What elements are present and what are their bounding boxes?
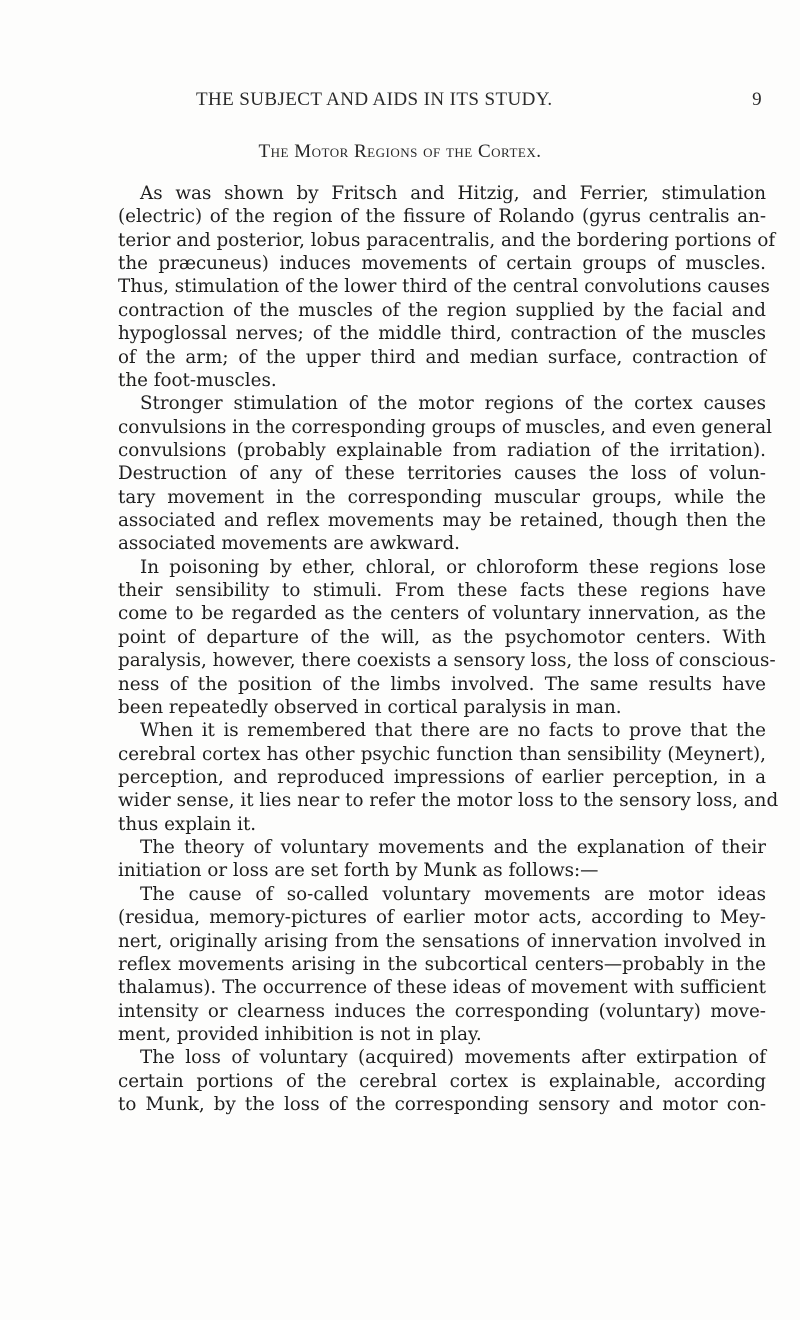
text-line: (residua, memory-pictures of earlier motor acts, according to Mey- — [118, 907, 766, 929]
text-line: In poisoning by ether, chloral, or chloroform these regions lose — [140, 556, 766, 578]
text-line: reflex movements arising in the subcortical centers—probably in the — [118, 953, 766, 975]
running-head-title: THE SUBJECT AND AIDS IN ITS STUDY. — [196, 89, 553, 110]
text-line: perception, and reproduced impressions of earlier perception, in a — [118, 766, 766, 788]
running-head — [196, 89, 762, 111]
text-line: thus explain it. — [118, 813, 257, 835]
text-line: come to be regarded as the centers of voluntary innervation, as the — [118, 603, 766, 625]
text-line: Stronger stimulation of the motor regions of the cortex causes — [140, 393, 766, 415]
page-number: 9 — [752, 89, 762, 110]
text-line: The cause of so-called voluntary movements are motor ideas — [140, 883, 766, 905]
text-line: paralysis, however, there coexists a sensory loss, the loss of conscious- — [118, 650, 776, 672]
text-line: The theory of voluntary movements and the explanation of their — [140, 837, 766, 859]
text-line: associated movements are awkward. — [118, 533, 460, 555]
text-line: wider sense, it lies near to refer the motor loss to the sensory loss, and — [118, 790, 779, 812]
section-title: The Motor Regions of the Cortex. — [258, 141, 542, 162]
text-line: hypoglossal nerves; of the middle third, contraction of the muscles — [118, 323, 766, 345]
text-line: certain portions of the cerebral cortex is explainable, according — [118, 1070, 766, 1092]
text-line: thalamus). The occurrence of these ideas of movement with sufficient — [118, 977, 766, 999]
text-line: ment, provided inhibition is not in play. — [118, 1023, 482, 1045]
text-line: point of departure of the will, as the psychomotor centers. With — [118, 626, 766, 648]
text-line: Destruction of any of these territories causes the loss of volun- — [118, 463, 766, 485]
text-line: terior and posterior, lobus paracentralis, and the bordering portions of — [118, 229, 776, 251]
text-line: to Munk, by the loss of the corresponding sensory and motor con- — [118, 1094, 766, 1116]
text-line: cerebral cortex has other psychic function than sensibility (Meynert), — [118, 743, 766, 765]
body-text — [118, 182, 779, 1116]
text-line: the præcuneus) induces movements of certain groups of muscles. — [118, 253, 766, 275]
text-line: tary movement in the corresponding muscular groups, while the — [118, 486, 766, 508]
text-line: (electric) of the region of the fissure of Rolando (gyrus centralis an- — [118, 206, 766, 228]
text-line: been repeatedly observed in cortical paralysis in man. — [118, 696, 622, 718]
text-line: The loss of voluntary (acquired) movements after extirpation of — [140, 1047, 766, 1069]
text-line: When it is remembered that there are no facts to prove that the — [140, 720, 766, 742]
text-line: As was shown by Fritsch and Hitzig, and Ferrier, stimulation — [140, 183, 766, 204]
text-line: the foot-muscles. — [118, 369, 277, 391]
text-line: Thus, stimulation of the lower third of the central convolutions causes — [118, 276, 770, 298]
text-line: associated and reflex movements may be retained, though then the — [118, 510, 766, 532]
text-line: convulsions in the corresponding groups of muscles, and even general — [118, 416, 773, 438]
text-line: ness of the position of the limbs involved. The same results have — [118, 673, 766, 695]
text-line: of the arm; of the upper third and median surface, contraction of — [118, 346, 766, 368]
text-line: initiation or loss are set forth by Munk as follows:— — [118, 860, 599, 882]
text-line: convulsions (probably explainable from radiation of the irritation). — [118, 439, 766, 461]
text-line: contraction of the muscles of the region supplied by the facial and — [118, 299, 766, 321]
text-line: nert, originally arising from the sensations of innervation involved in — [118, 930, 766, 952]
text-line: intensity or clearness induces the corresponding (voluntary) move- — [118, 1000, 766, 1022]
text-line: their sensibility to stimuli. From these facts these regions have — [118, 580, 766, 602]
